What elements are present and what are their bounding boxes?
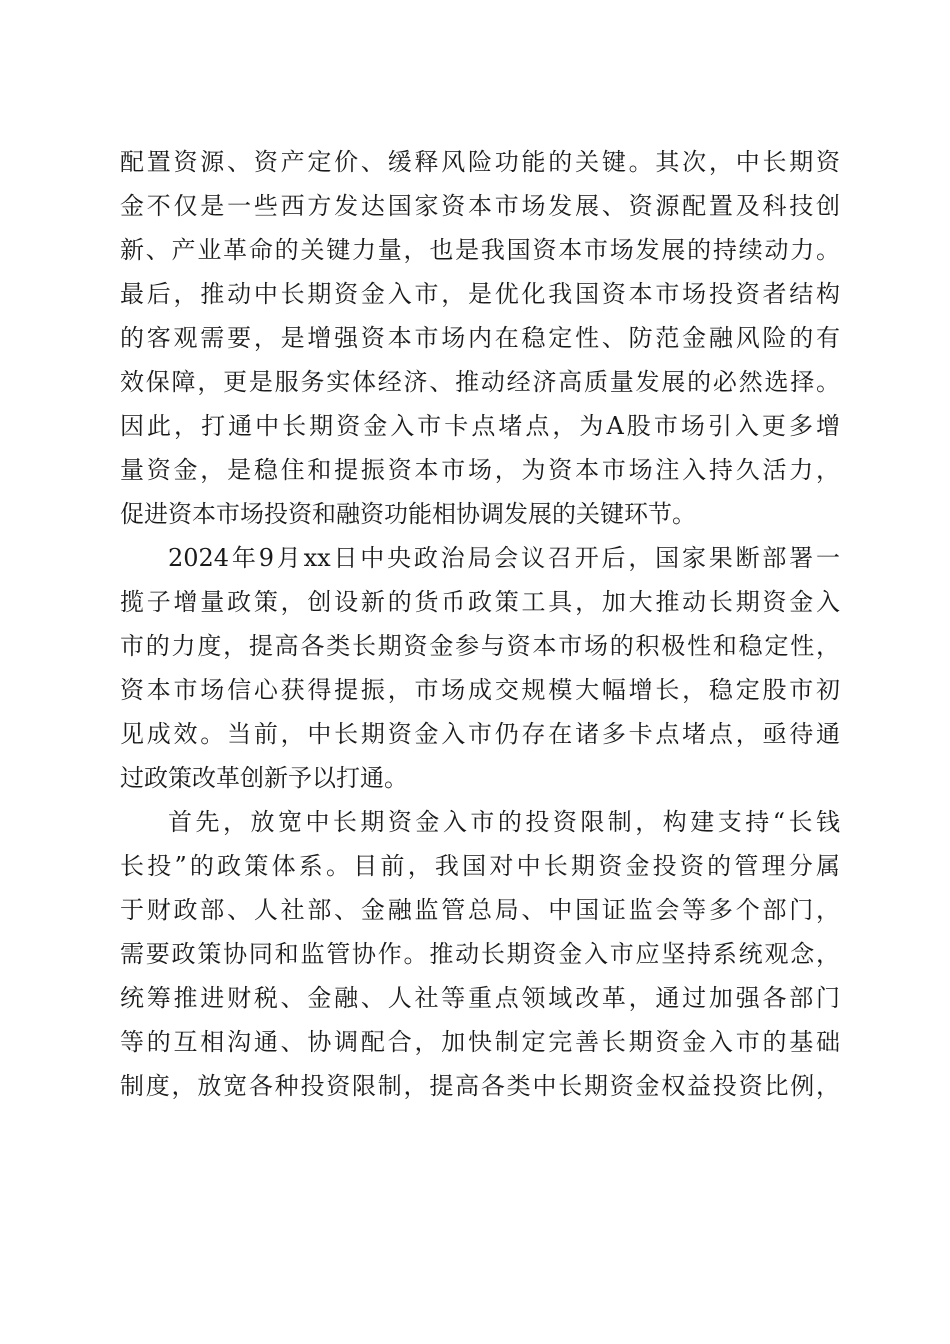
- text-line: 促进资本市场投资和融资功能相协调发展的关键环节。: [120, 500, 696, 528]
- text-line: 最后，推动中长期资金入市，是优化我国资本市场投资者结构: [120, 280, 840, 308]
- text-line: 的客观需要，是增强资本市场内在稳定性、防范金融风险的有: [120, 324, 840, 352]
- text-line: 新、产业革命的关键力量，也是我国资本市场发展的持续动力。: [120, 236, 840, 264]
- text-line: 制度，放宽各种投资限制，提高各类中长期资金权益投资比例，: [120, 1072, 840, 1100]
- paragraph-first-line: 2024年9月xx日中央政治局会议召开后，国家果断部署一: [168, 544, 840, 572]
- text-line: 金不仅是一些西方发达国家资本市场发展、资源配置及科技创: [120, 192, 840, 220]
- text-line: 见成效。当前，中长期资金入市仍存在诸多卡点堵点，亟待通: [120, 720, 840, 748]
- text-line: 等的互相沟通、协调配合，加快制定完善长期资金入市的基础: [120, 1028, 840, 1056]
- text-line: 效保障，更是服务实体经济、推动经济高质量发展的必然选择。: [120, 368, 840, 396]
- text-line: 市的力度，提高各类长期资金参与资本市场的积极性和稳定性，: [120, 632, 840, 660]
- text-line: 需要政策协同和监管协作。推动长期资金入市应坚持系统观念，: [120, 940, 840, 968]
- text-line: 过政策改革创新予以打通。: [120, 764, 408, 792]
- text-line: 统筹推进财税、金融、人社等重点领域改革，通过加强各部门: [120, 984, 840, 1012]
- text-line: 揽子增量政策，创设新的货币政策工具，加大推动长期资金入: [120, 588, 840, 616]
- text-line: 于财政部、人社部、金融监管总局、中国证监会等多个部门，: [120, 896, 840, 924]
- text-line: 配置资源、资产定价、缓释风险功能的关键。其次，中长期资: [120, 148, 840, 176]
- paragraph-first-line: 首先，放宽中长期资金入市的投资限制，构建支持“长钱: [168, 808, 840, 836]
- text-line: 量资金，是稳住和提振资本市场，为资本市场注入持久活力，: [120, 456, 840, 484]
- document-body: [120, 140, 840, 1108]
- text-line: 资本市场信心获得提振，市场成交规模大幅增长，稳定股市初: [120, 676, 840, 704]
- text-line: 长投”的政策体系。目前，我国对中长期资金投资的管理分属: [120, 852, 840, 880]
- text-line: 因此，打通中长期资金入市卡点堵点，为A股市场引入更多增: [120, 412, 840, 440]
